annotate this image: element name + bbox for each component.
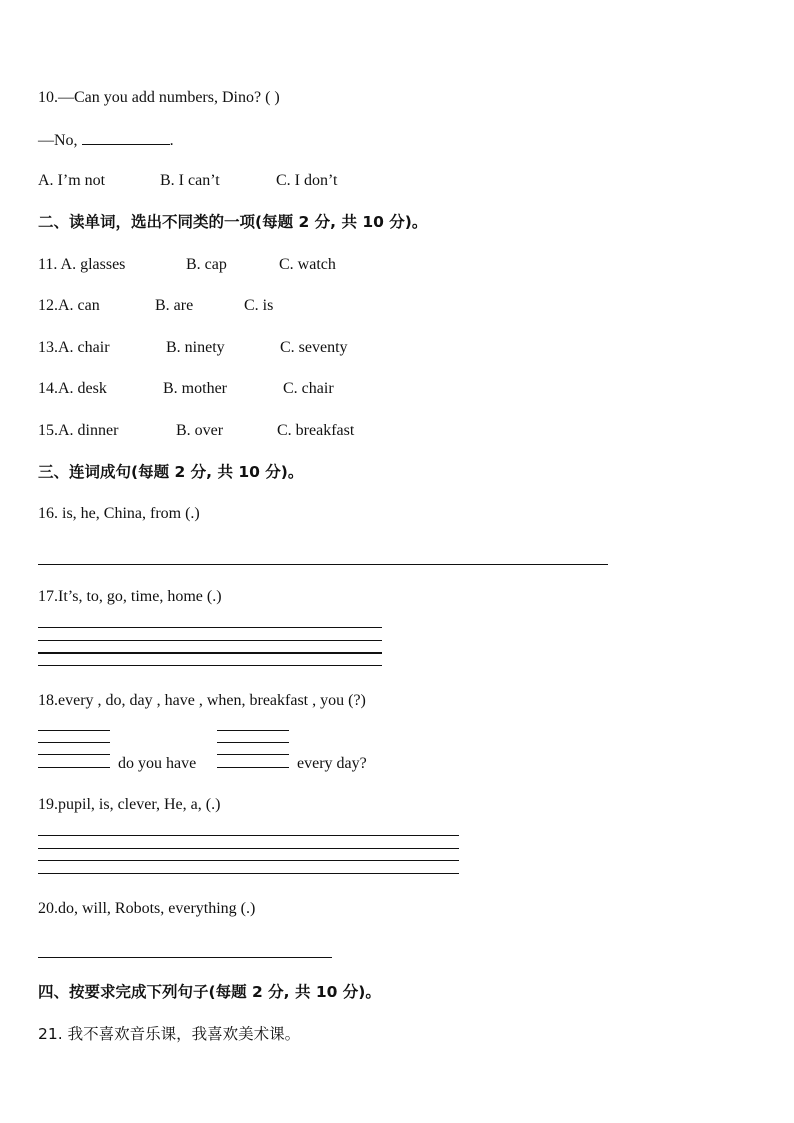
question-18-end-text: every day? [297,755,367,772]
section-3-heading: 三、连词成句(每题 2 分, 共 10 分)。 [38,463,304,481]
question-12-option-a: 12.A. can [38,297,100,314]
question-12-option-c: C. is [244,297,274,314]
question-19: 19.pupil, is, clever, He, a, (.) [38,796,221,813]
answer-blank[interactable] [82,130,170,145]
blank-18a-line-2[interactable] [38,742,110,743]
question-14 [38,379,334,399]
question-11-option-a: 11. A. glasses [38,256,126,273]
answer-line-17a[interactable] [38,627,382,628]
question-12 [38,296,273,316]
question-10-answer-line [38,130,174,151]
question-21: 21. 我不喜欢音乐课，我喜欢美术课。 [38,1025,301,1043]
answer-line-19d[interactable] [38,873,459,874]
question-18: 18.every , do, day , have , when, breakfast , you (?) [38,692,366,709]
question-14-option-c: C. chair [283,380,334,397]
option-c: C. I don’t [276,172,338,189]
section-4-heading: 四、按要求完成下列句子(每题 2 分, 共 10 分)。 [38,983,381,1001]
question-15 [38,421,354,441]
blank-18b-line-4[interactable] [217,767,289,768]
question-10-options [38,171,337,191]
option-b: B. I can’t [160,172,220,189]
question-18-middle-text: do you have [118,755,197,772]
question-15-option-a: 15.A. dinner [38,422,119,439]
answer-line-19c[interactable] [38,860,459,861]
answer-line-16[interactable] [38,564,608,565]
question-10: 10.—Can you add numbers, Dino? ( ) [38,89,280,106]
question-13-option-b: B. ninety [166,339,225,356]
answer-line-20[interactable] [38,957,332,958]
blank-18b-line-1[interactable] [217,730,289,731]
answer-line-17d[interactable] [38,665,382,666]
question-13-option-c: C. seventy [280,339,348,356]
question-15-option-c: C. breakfast [277,422,355,439]
blank-18b-line-2[interactable] [217,742,289,743]
question-13-option-a: 13.A. chair [38,339,110,356]
blank-18a-line-4[interactable] [38,767,110,768]
question-13 [38,338,348,358]
question-14-option-a: 14.A. desk [38,380,107,397]
section-2-heading: 二、读单词，选出不同类的一项(每题 2 分, 共 10 分)。 [38,213,428,231]
blank-18b-line-3[interactable] [217,754,289,755]
answer-line-19b[interactable] [38,848,459,849]
question-11-option-b: B. cap [186,256,227,273]
question-17: 17.It’s, to, go, time, home (.) [38,588,222,605]
answer-line-17c[interactable] [38,652,382,654]
answer-line-19a[interactable] [38,835,459,836]
answer-prefix: —No, [38,132,78,149]
blank-18a-line-3[interactable] [38,754,110,755]
question-12-option-b: B. are [155,297,194,314]
question-15-option-b: B. over [176,422,224,439]
answer-line-17b[interactable] [38,640,382,641]
blank-18a-line-1[interactable] [38,730,110,731]
question-14-option-b: B. mother [163,380,227,397]
question-11-option-c: C. watch [279,256,336,273]
option-a: A. I’m not [38,172,106,189]
answer-suffix: . [169,132,174,149]
question-11 [38,255,336,275]
question-20: 20.do, will, Robots, everything (.) [38,900,256,917]
question-16: 16. is, he, China, from (.) [38,505,200,522]
